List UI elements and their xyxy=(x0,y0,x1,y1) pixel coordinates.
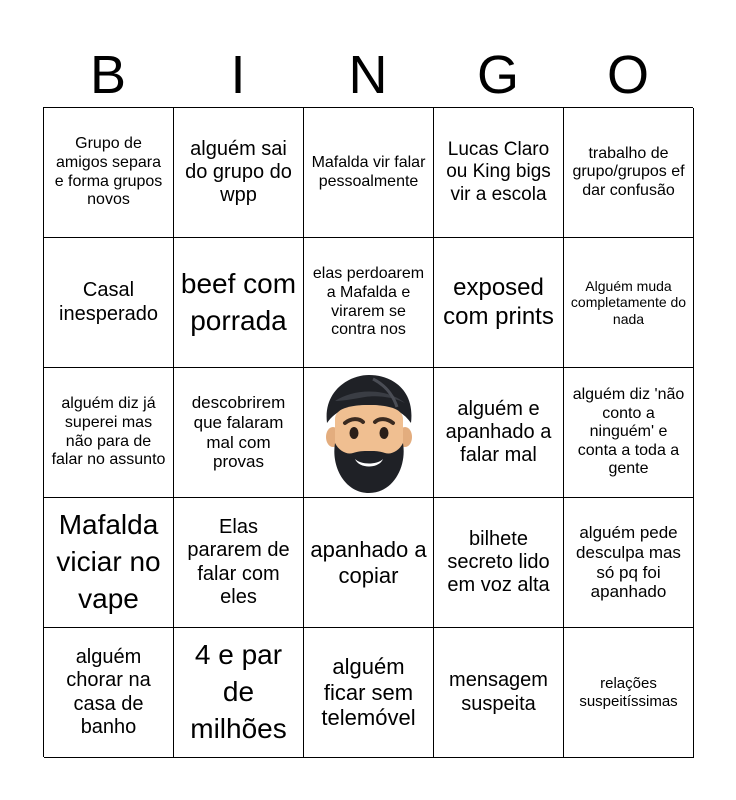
cell-text: Mafalda vir falar pessoalmente xyxy=(311,153,426,190)
cell-text: elas perdoarem a Mafalda e virarem se contra nos xyxy=(312,265,425,339)
cell-text: descobrirem que falaram mal com provas xyxy=(191,393,286,472)
cell-text: Grupo de amigos separa e forma grupos novos xyxy=(54,135,163,209)
cell-text: alguém ficar sem telemóvel xyxy=(321,654,416,731)
header-letter-o: O xyxy=(606,45,649,105)
bingo-cell[interactable] xyxy=(174,238,304,368)
cell-text: Mafalda viciar no vape xyxy=(56,509,161,614)
header-letter-g: G xyxy=(476,45,519,105)
bingo-cell[interactable] xyxy=(564,628,694,758)
bingo-cell[interactable] xyxy=(564,108,694,238)
bingo-cell[interactable] xyxy=(564,498,694,628)
cell-text: Alguém muda completamente do nada xyxy=(570,278,687,327)
cell-text: alguém diz já superei mas não para de falar no assunto xyxy=(51,395,166,469)
bingo-cell[interactable] xyxy=(434,628,564,758)
cell-text: bilhete secreto lido em voz alta xyxy=(447,527,550,597)
cell-text: mensagem suspeita xyxy=(449,669,548,715)
cell-text: alguém e apanhado a falar mal xyxy=(445,397,552,467)
header-letter-n: N xyxy=(348,45,388,105)
bingo-cell[interactable] xyxy=(304,498,434,628)
bingo-cell[interactable] xyxy=(434,368,564,498)
cell-text: 4 e par de milhões xyxy=(190,639,287,744)
cell-text: apanhado a copiar xyxy=(310,536,427,588)
bingo-cell[interactable] xyxy=(44,108,174,238)
bingo-board xyxy=(43,107,693,757)
cell-text: Elas pararem de falar com eles xyxy=(187,516,290,608)
header-letter-b: B xyxy=(89,45,127,105)
bingo-cell[interactable] xyxy=(304,628,434,758)
free-space-cell[interactable] xyxy=(304,368,434,498)
person-with-turban-icon xyxy=(313,371,425,495)
cell-text: alguém chorar na casa de banho xyxy=(66,646,151,738)
bingo-cell[interactable] xyxy=(434,108,564,238)
bingo-cell[interactable] xyxy=(434,238,564,368)
cell-text: Lucas Claro ou King bigs vir a escola xyxy=(446,139,551,205)
cell-text: beef com porrada xyxy=(180,267,297,336)
bingo-cell[interactable] xyxy=(174,108,304,238)
bingo-cell[interactable] xyxy=(174,368,304,498)
bingo-cell[interactable] xyxy=(304,108,434,238)
cell-text: trabalho de grupo/grupos ef dar confusão xyxy=(572,144,685,199)
cell-text: alguém diz 'não conto a ninguém' e conta a toda a gente xyxy=(572,386,685,478)
bingo-cell[interactable] xyxy=(434,498,564,628)
bingo-cell[interactable] xyxy=(304,238,434,368)
bingo-cell[interactable] xyxy=(174,498,304,628)
cell-text: relações suspeitíssimas xyxy=(579,675,678,710)
bingo-header xyxy=(43,44,693,106)
cell-text: exposed com prints xyxy=(443,274,554,330)
header-letter-i: I xyxy=(230,45,246,105)
bingo-cell[interactable] xyxy=(44,628,174,758)
cell-text: Casal inesperado xyxy=(59,279,158,325)
bingo-cell[interactable] xyxy=(44,368,174,498)
bingo-cell[interactable] xyxy=(44,238,174,368)
bingo-cell[interactable] xyxy=(174,628,304,758)
bingo-cell[interactable] xyxy=(44,498,174,628)
bingo-cell[interactable] xyxy=(564,368,694,498)
bingo-cell[interactable] xyxy=(564,238,694,368)
cell-text: alguém pede desculpa mas só pq foi apanhado xyxy=(576,523,681,602)
cell-text: alguém sai do grupo do wpp xyxy=(185,137,292,207)
